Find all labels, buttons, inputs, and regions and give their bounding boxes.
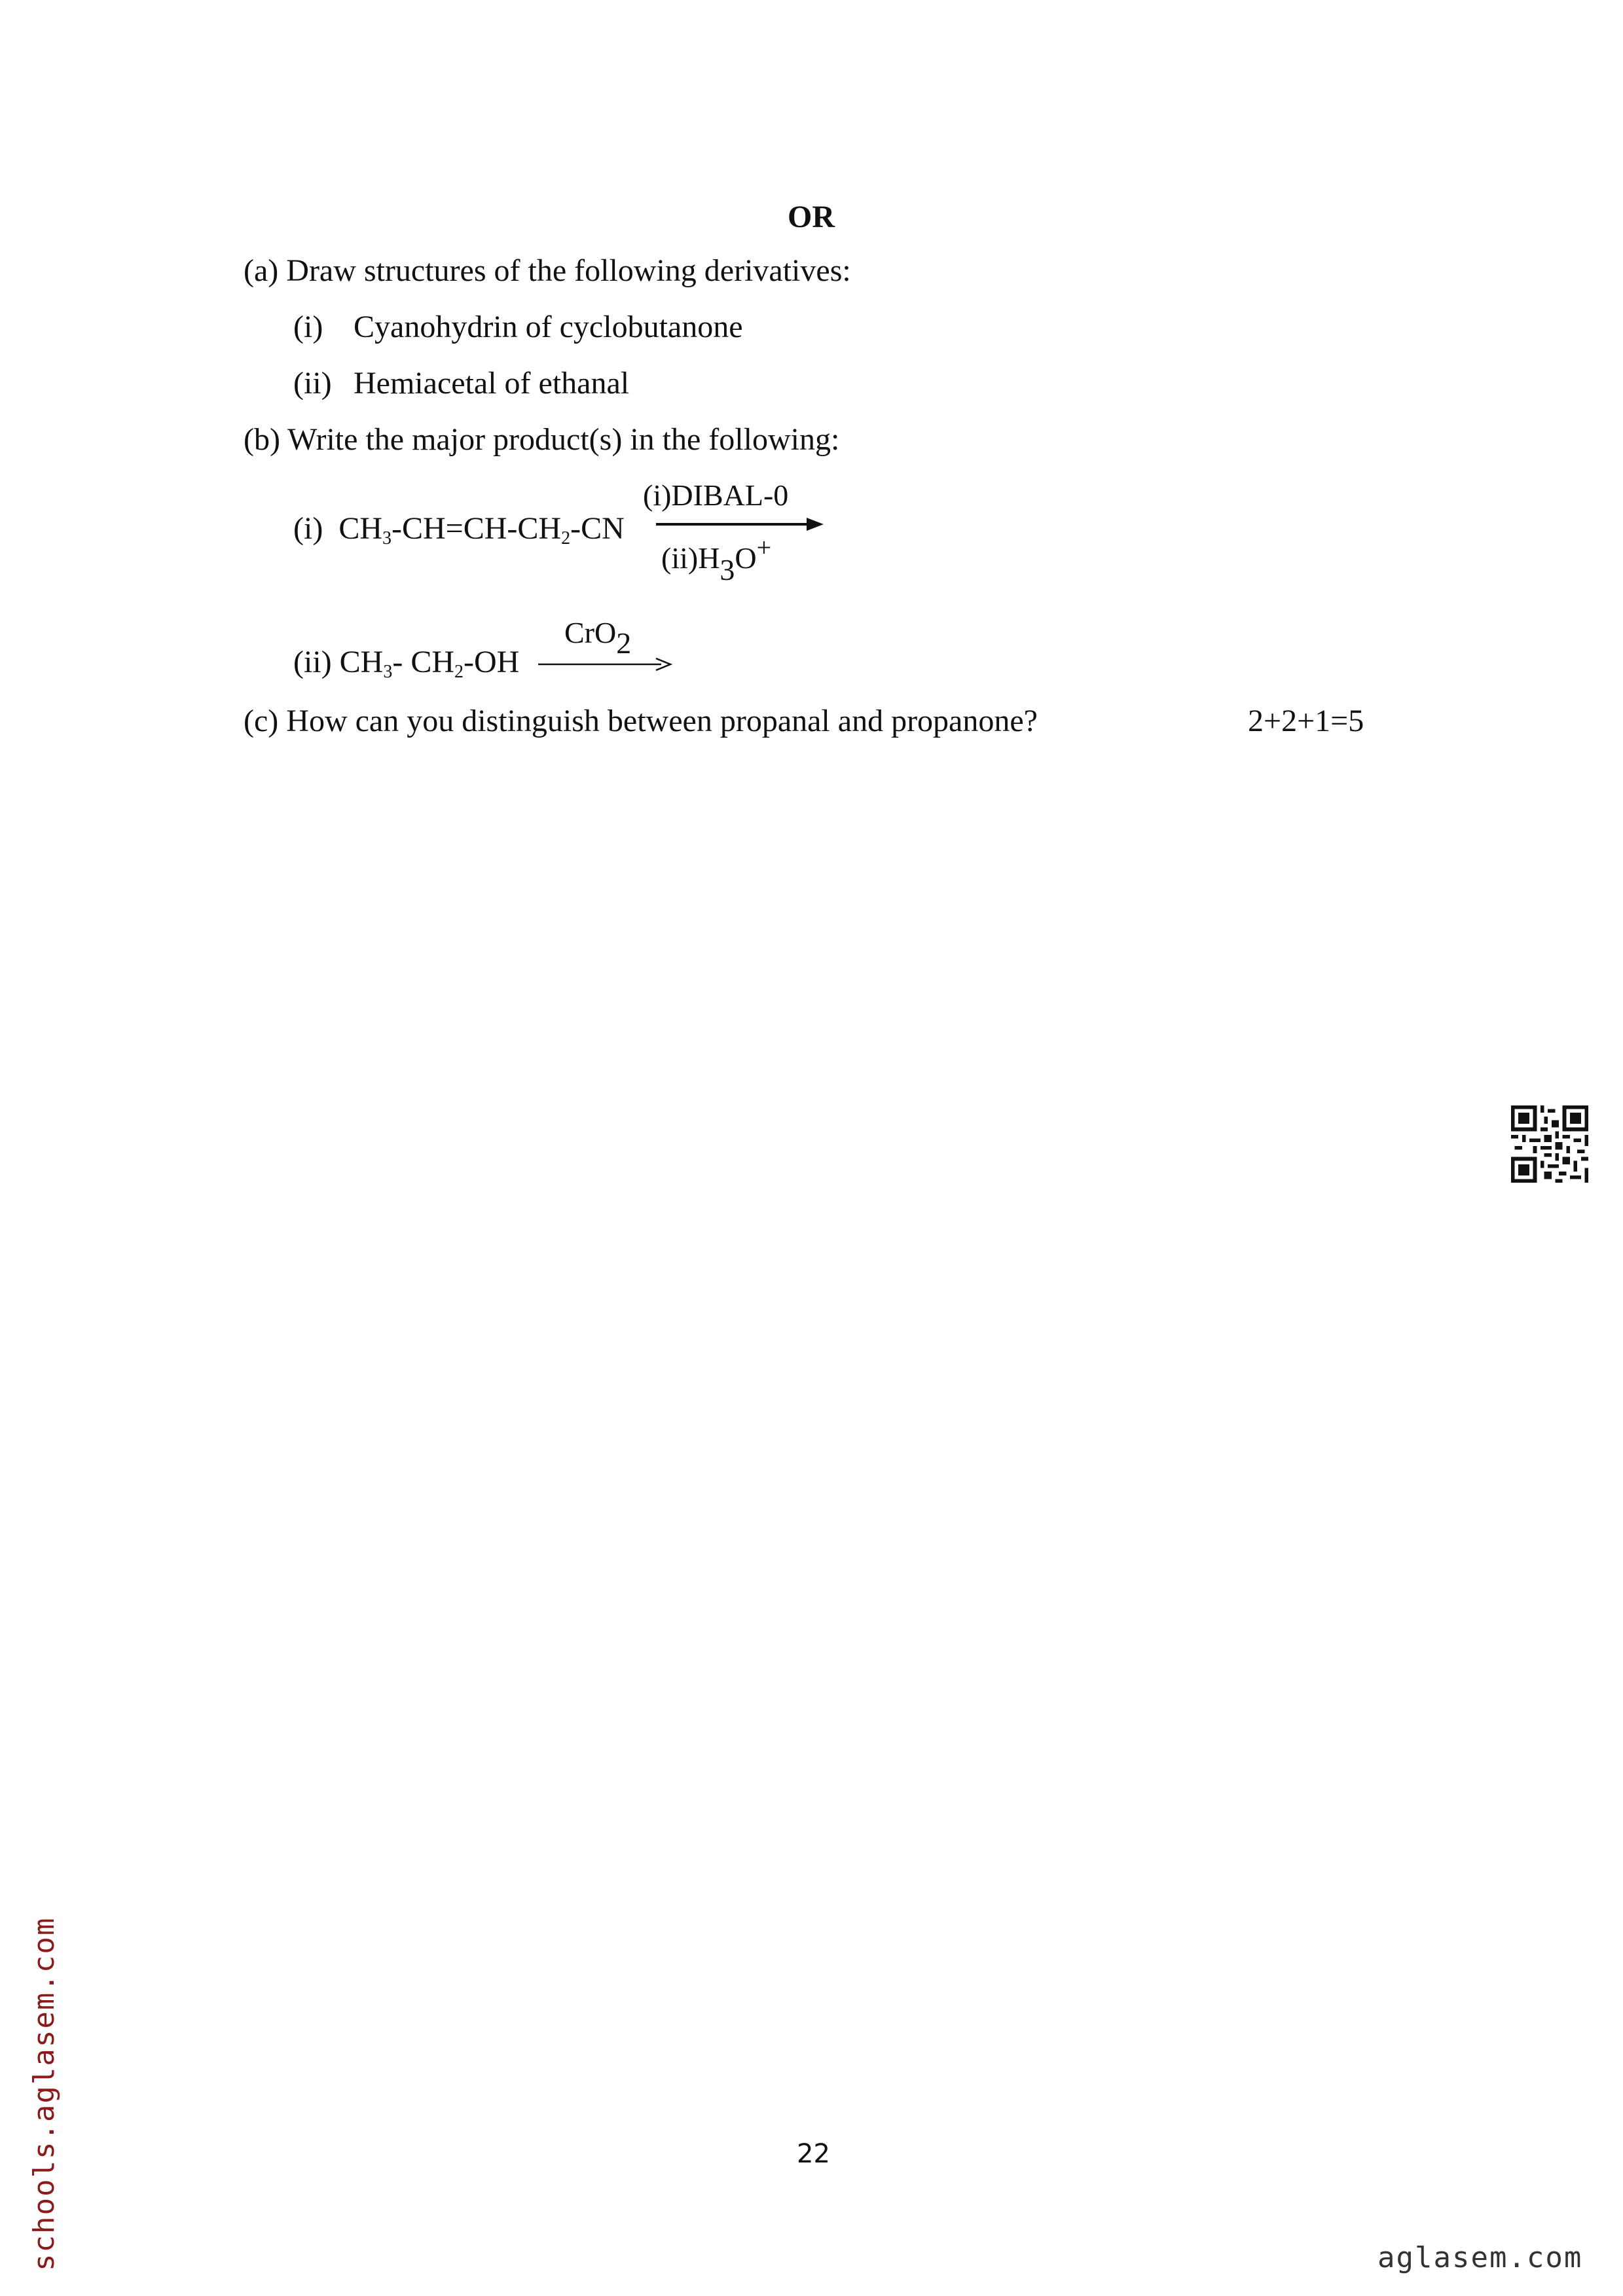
- reaction-2-num: (ii): [293, 645, 332, 679]
- reaction-2-equation: [293, 647, 519, 681]
- section-heading-or: OR: [788, 200, 835, 234]
- marks-allocation: 2+2+1=5: [1248, 704, 1364, 738]
- reaction-2-part2: - CH: [392, 645, 454, 679]
- reaction-2-reagent-sub: 2: [616, 626, 632, 660]
- reaction-1-part3: -CN: [570, 511, 625, 546]
- reaction-1-part1: CH: [338, 511, 382, 546]
- reaction-2-reagent: [564, 615, 632, 660]
- reaction-2-arrow: [537, 655, 674, 674]
- reaction-1-below-a: (ii)H: [661, 541, 720, 575]
- reaction-1-arrow: [655, 514, 825, 534]
- reaction-1-reagent-above: (i)DIBAL-0: [643, 478, 789, 512]
- reaction-1-num: (i): [293, 511, 323, 546]
- part-c-question: (c) How can you distinguish between propanal and propanone?: [244, 704, 1038, 738]
- part-a-item-2-text: Hemiacetal of ethanal: [354, 366, 630, 401]
- reaction-1-below-sup: +: [756, 533, 772, 562]
- reaction-1-reagent-below: [661, 533, 772, 586]
- reaction-1-sub1: 3: [382, 528, 392, 548]
- reaction-2-part1: CH: [339, 645, 384, 679]
- reaction-1-sub2: 2: [561, 528, 571, 548]
- reaction-1-below-sub: 3: [720, 553, 735, 586]
- part-b-prompt: (b) Write the major product(s) in the following:: [244, 422, 840, 457]
- part-a-prompt: (a) Draw structures of the following derivatives:: [244, 253, 851, 288]
- reaction-1-part2: -CH=CH-CH: [392, 511, 562, 546]
- page-number: 22: [797, 2139, 830, 2169]
- qr-code-image: [1511, 1105, 1588, 1183]
- reaction-2-part3: -OH: [464, 645, 520, 679]
- reaction-2-reagent-main: CrO: [564, 616, 617, 649]
- reaction-2-sub2: 2: [454, 662, 464, 682]
- part-a-item-2-num: (ii): [293, 366, 332, 401]
- reaction-2-sub1: 3: [383, 662, 393, 682]
- side-watermark: schools.aglasem.com: [27, 1916, 61, 2271]
- part-a-item-1-num: (i): [293, 310, 323, 344]
- reaction-1-equation: [293, 513, 625, 548]
- part-a-item-1-text: Cyanohydrin of cyclobutanone: [354, 310, 743, 344]
- reaction-1-below-b: O: [735, 541, 757, 575]
- bottom-watermark: aglasem.com: [1377, 2241, 1583, 2274]
